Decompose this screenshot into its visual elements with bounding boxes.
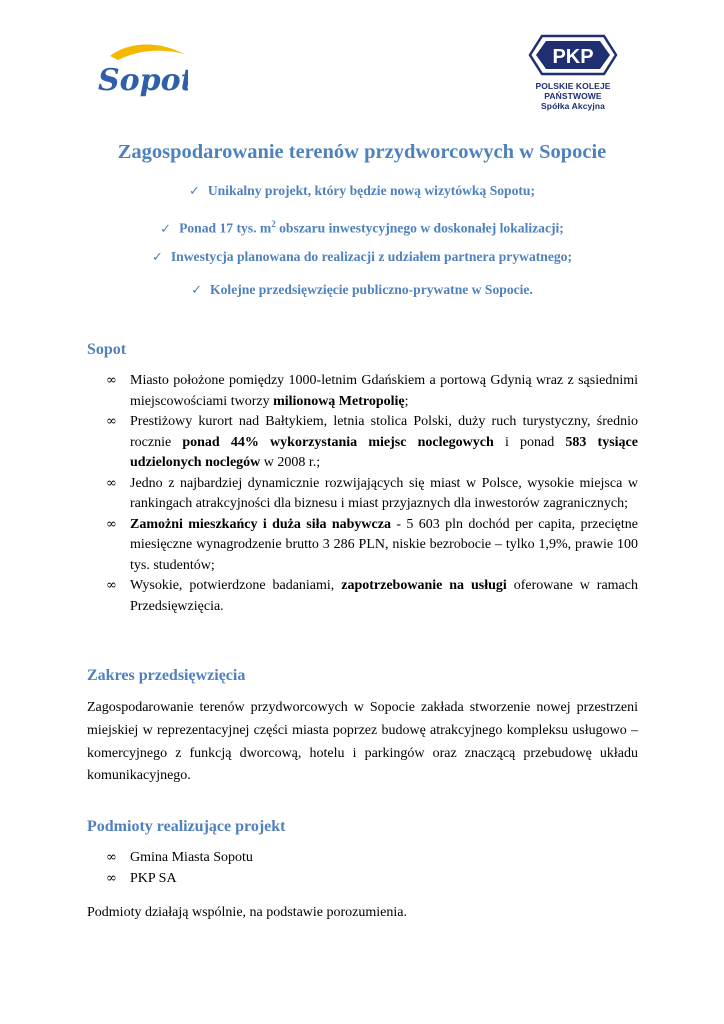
- check-icon: ✓: [188, 184, 200, 199]
- list-item: ∞ Miasto położone pomiędzy 1000-letnim Gdańskiem a portową Gdynią wraz z sąsiednimi miejscowościami tworzy milionową Metropolię;: [106, 373, 638, 409]
- zakres-paragraph: Zagospodarowanie terenów przydworcowych w Sopocie zakłada stworzenie nowej przestrzeni miejskiej w reprezentacyjnej części miasta poprzez budowę atrakcyjnego kompleksu usługowo – komercyjnego z funkcją dworcową, hotelu i parkingów oraz znaczącą przebudowę układu komunikacyjnego.: [87, 700, 638, 784]
- list-item: ∞ Zamożni mieszkańcy i duża siła nabywcza - 5 603 pln dochód per capita, przeciętne miesięczne wynagrodzenie brutto 3 286 PLN, niskie bezrobocie – tylko 1,9%, prawie 100 tys. studentów;: [106, 516, 638, 573]
- section-heading-sopot: Sopot: [87, 341, 127, 358]
- sopot-logo: [88, 40, 188, 102]
- list-item: ∞ Prestiżowy kurort nad Bałtykiem, letnia stolica Polski, duży ruch turystyczny, średnio rocznie ponad 44% wykorzystania miejsc noclegowych i ponad 583 tysiące udzielonych noclegów w 2008 r.;: [106, 414, 638, 470]
- infinity-bullet-icon: ∞: [106, 850, 117, 865]
- infinity-bullet-icon: ∞: [106, 373, 117, 388]
- highlight-item: ✓ Ponad 17 tys. $m^2$ obszaru inwestycyjnego w doskonałej lokalizacji;: [160, 219, 564, 237]
- check-icon: ✓: [191, 283, 203, 298]
- list-item: ∞ Wysokie, potwierdzone badaniami, zapotrzebowanie na usługi oferowane w ramach Przedsięwzięcia.: [106, 578, 638, 614]
- infinity-bullet-icon: ∞: [106, 578, 117, 593]
- sopot-logo-text: Sopot: [98, 63, 188, 98]
- highlights-list: [0, 180, 724, 312]
- infinity-bullet-icon: ∞: [106, 870, 117, 886]
- infinity-bullet-icon: ∞: [106, 475, 117, 491]
- podmioty-bullet-list: [106, 848, 638, 889]
- sopot-bullet-list: [106, 371, 638, 617]
- page-title: Zagospodarowanie terenów przydworcowych w Sopocie: [117, 141, 607, 163]
- pkp-logo-text: PKP: [552, 46, 594, 68]
- pkp-logo: [508, 34, 638, 111]
- section-heading-zakres: Zakres przedsięwzięcia: [87, 667, 246, 684]
- pkp-name-line1: POLSKIE KOLEJE PAŃSTWOWE: [535, 81, 611, 101]
- check-icon: ✓: [151, 250, 163, 265]
- list-item: ∞ Gmina Miasta Sopotu: [106, 848, 638, 869]
- highlight-item: ✓ Inwestycja planowana do realizacji z udziałem partnera prywatnego;: [151, 249, 572, 265]
- highlight-item: ✓ Kolejne przedsięwzięcie publiczno-prywatne w Sopocie.: [191, 282, 533, 298]
- sopot-logo-graphic: [88, 40, 188, 102]
- pkp-name-line2: Spółka Akcyjna: [541, 101, 605, 111]
- infinity-bullet-icon: ∞: [106, 414, 117, 429]
- pkp-logo-graphic: [528, 34, 618, 76]
- section-heading-podmioty: Podmioty realizujące projekt: [87, 818, 286, 835]
- infinity-bullet-icon: ∞: [106, 516, 117, 532]
- list-item: ∞ Jedno z najbardziej dynamicznie rozwijających się miast w Polsce, wysokie miejsca w rankingach atrakcyjności dla biznesu i miast przyjaznych dla inwestorów zagranicznych;: [106, 475, 638, 511]
- podmioty-note: Podmioty działają wspólnie, na podstawie porozumienia.: [87, 905, 407, 920]
- check-icon: ✓: [160, 221, 172, 237]
- list-item: ∞ PKP SA: [106, 869, 638, 890]
- highlight-item: ✓ Unikalny projekt, który będzie nową wizytówką Sopotu;: [188, 183, 536, 199]
